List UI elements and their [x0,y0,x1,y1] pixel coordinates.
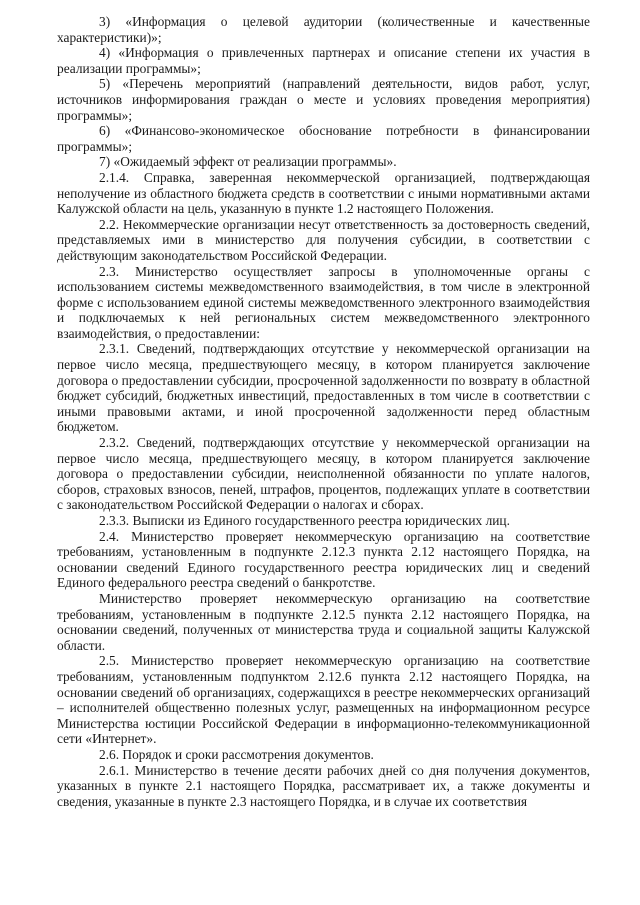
paragraph-item-5: 5) «Перечень мероприятий (направлений деятельности, видов работ, услуг, источников информирования граждан о месте и условиях проведения мероприятия) программы»; [57,76,590,123]
paragraph-2-6: 2.6. Порядок и сроки рассмотрения документов. [99,746,374,762]
paragraph-item-3: 3) «Информация о целевой аудитории (количественные и качественные характеристики)»; [57,14,590,45]
paragraph-2-6-1: 2.6.1. Министерство в течение десяти рабочих дней со дня получения документов, указанных в пункте 2.1 настоящего Порядка, рассматривает их, а также документы и сведения, указанные в пункте 2.3 настоящего Порядка, и в случае их соответствия [57,762,590,809]
paragraph-2-5: 2.5. Министерство проверяет некоммерческую организацию на соответствие требованиям, установленным подпунктом 2.12.6 пункта 2.12 настоящего Порядка, на основании сведений об организациях, содержащихся в реестре некоммерческих организаций – исполнителей общественно полезных услуг, размещенных на информационном ресурсе Министерства юстиции Российской Федерации в информационно-телекоммуникационной сети «Интернет». [57,653,590,747]
paragraph-2-3-3: 2.3.3. Выписки из Единого государственного реестра юридических лиц. [99,513,510,528]
paragraph-item-7: 7) «Ожидаемый эффект от реализации программы». [99,154,397,170]
paragraph-2-3: 2.3. Министерство осуществляет запросы в уполномоченные органы с использованием системы межведомственного взаимодействия, в том числе в электронной форме с использованием единой системы межведомственного электронного взаимодействия и подключаемых к ней региональных систем межведомственного электронного взаимодействия, о предоставлении: [57,263,590,341]
paragraph-2-3-1: 2.3.1. Сведений, подтверждающих отсутствие у некоммерческой организации на первое число месяца, предшествующего месяцу, в котором планируется заключение договора о предоставлении субсидии, просроченной задолженности по возврату в областной бюджет субсидий, бюджетных инвестиций, предоставленных в том числе в соответствии с иными правовыми актами, и иной просроченной задолженности перед областным бюджетом. [57,341,590,435]
paragraph-2-4: 2.4. Министерство проверяет некоммерческую организацию на соответствие требованиям, установленным в подпункте 2.12.3 пункта 2.12 настоящего Порядка, на основании сведений Единого государственного реестра юридических лиц и сведений Единого федерального реестра сведений о банкротстве. [57,528,590,591]
paragraph-2-4-continued: Министерство проверяет некоммерческую организацию на соответствие требованиям, установленным в подпункте 2.12.5 пункта 2.12 настоящего Порядка, на основании сведений, полученных от министерства труда и социальной защиты Калужской области. [57,590,590,653]
paragraph-2-2: 2.2. Некоммерческие организации несут ответственность за достоверность сведений, представляемых ими в министерство для получения субсидии, в соответствии с действующим законодательством Российской Федерации. [57,216,590,263]
paragraph-2-3-2: 2.3.2. Сведений, подтверждающих отсутствие у некоммерческой организации на первое число месяца, предшествующего месяцу, в котором планируется заключение договора о предоставлении субсидии, неисполненной обязанности по уплате налогов, сборов, страховых взносов, пеней, штрафов, процентов, подлежащих уплате в соответствии с законодательством Российской Федерации о налогах и сборах. [57,435,590,513]
paragraph-item-6: 6) «Финансово-экономическое обоснование потребности в финансировании программы»; [57,123,590,154]
paragraph-2-1-4: 2.1.4. Справка, заверенная некоммерческой организацией, подтверждающая неполучение из областного бюджета средств в соответствии с иными нормативными актами Калужской области на цель, указанную в пункте 1.2 настоящего Положения. [57,169,590,217]
document-page [57,14,590,809]
paragraph-item-4: 4) «Информация о привлеченных партнерах и описание степени их участия в реализации программы»; [57,45,590,76]
